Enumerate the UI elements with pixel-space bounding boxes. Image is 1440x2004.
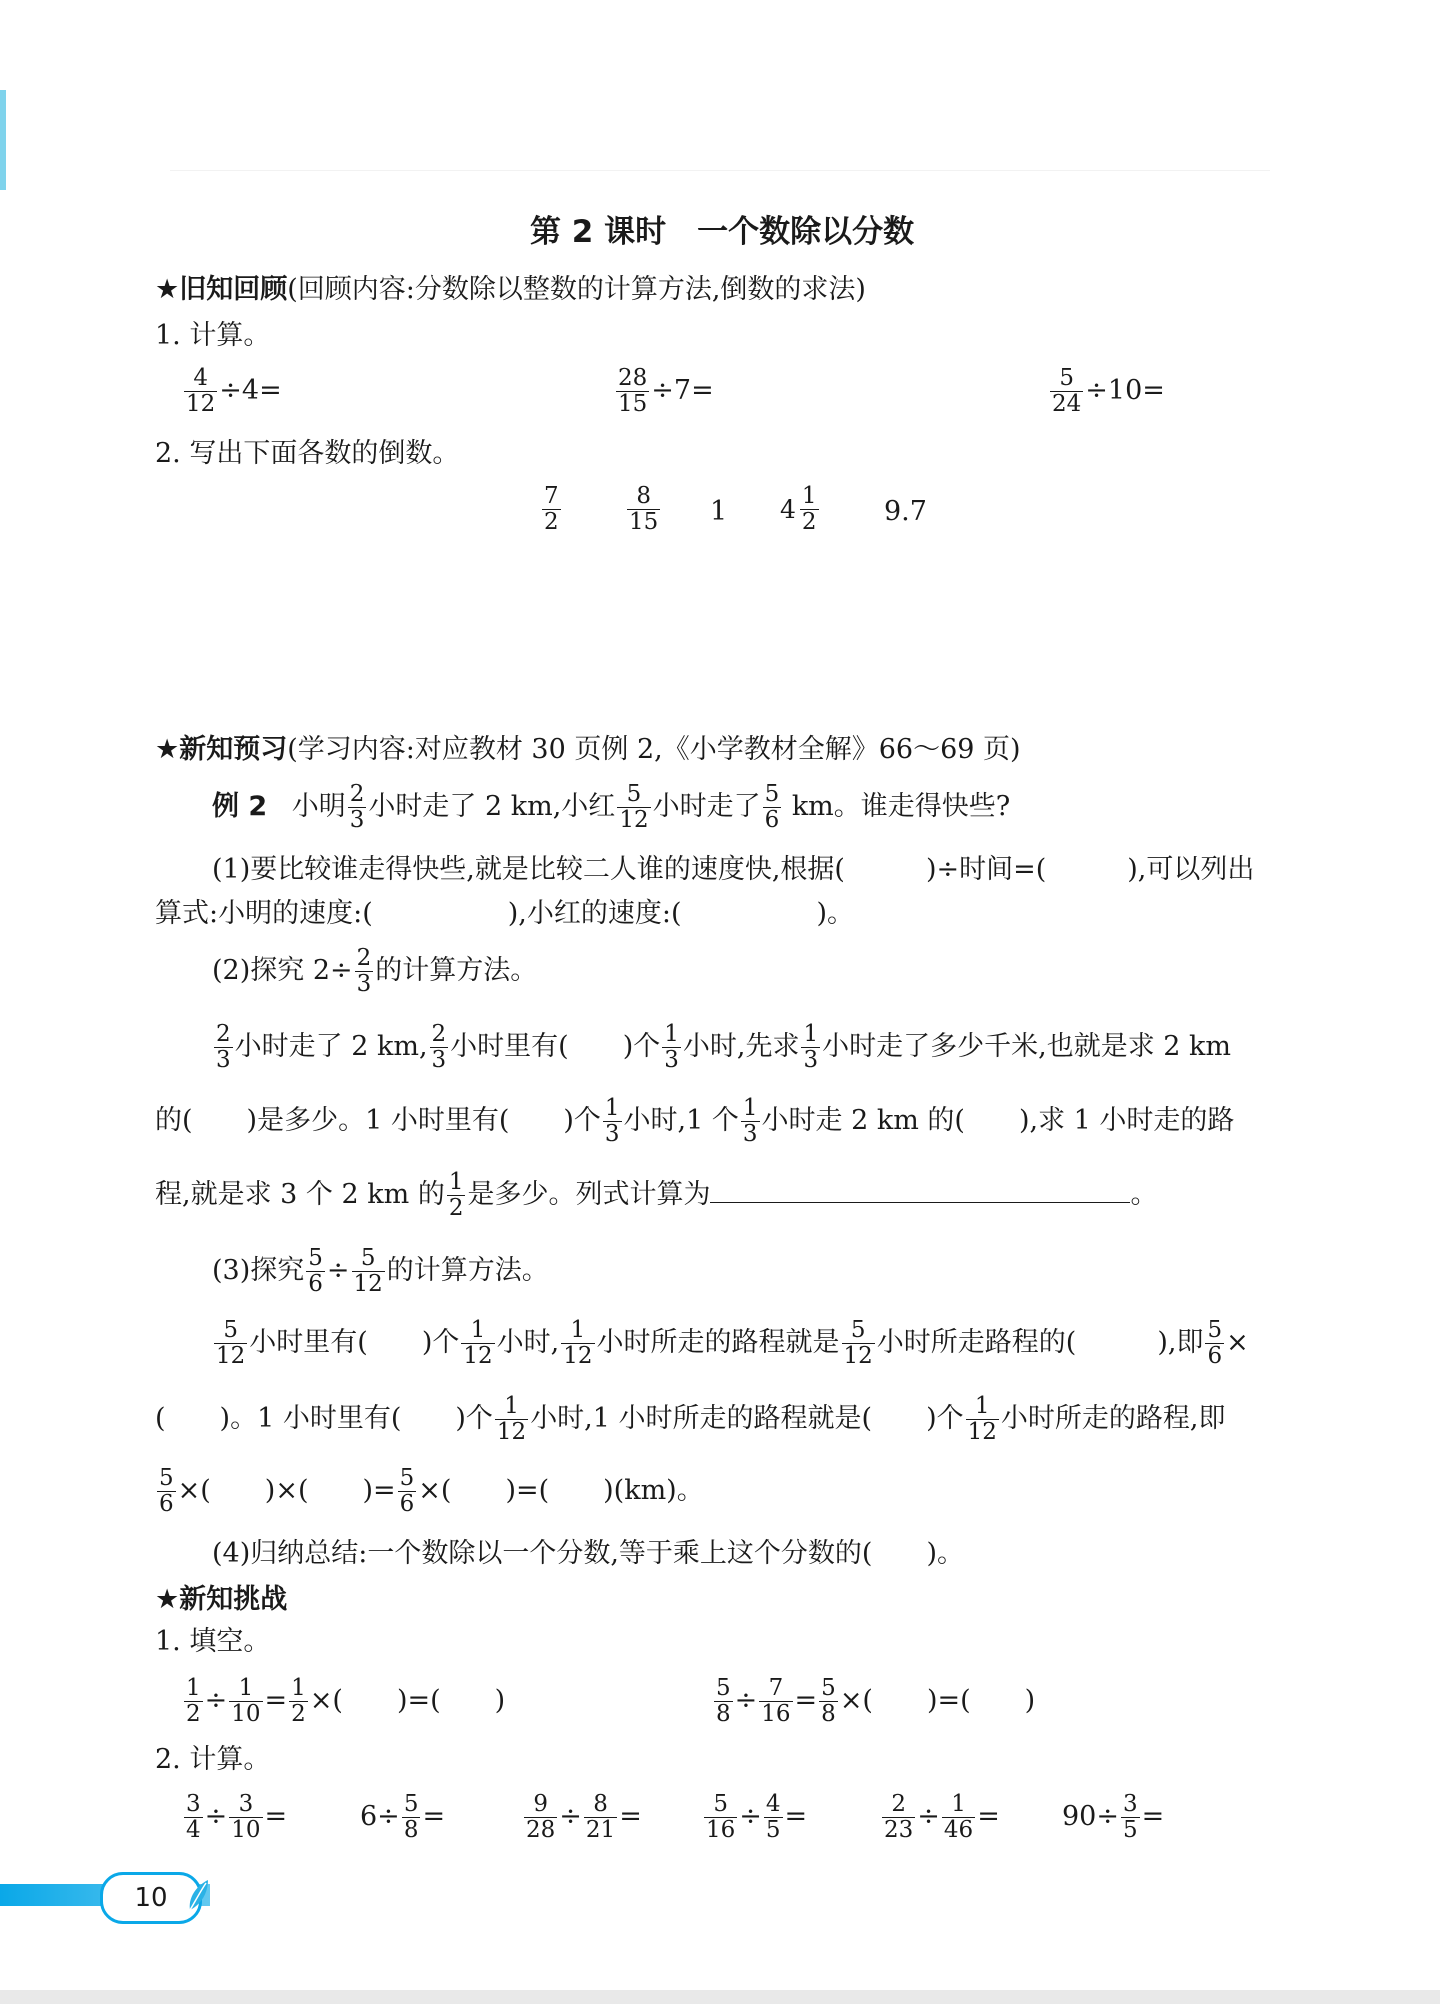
expr-rest: ÷10= [1085,375,1165,406]
review-q1-item-2 [614,366,714,417]
review-q2-label: 2. 写出下面各数的倒数。 [155,438,460,469]
fraction: $\frac{5}{24}$ [1052,365,1082,417]
calc-item-1: $\frac{3}{4}$ ÷ $\frac{3}{10}$ = [186,1791,288,1843]
reciprocal-item-5: 9.7 [884,496,927,527]
preview-header [155,732,1021,768]
challenge-heading: ★新知挑战 [155,1584,288,1615]
reciprocal-item-2: $\frac{8}{15}$ [629,483,659,535]
preview-note: (学习内容:对应教材 30 页例 2,《小学教材全解》66～69 页) [287,734,1021,765]
part2-heading: (2)探究 2÷ $\frac{2}{3}$ 的计算方法。 [212,945,538,997]
preview-heading: ★新知预习 [155,734,288,765]
part2-line2: 的( )是多少。1 小时里有( )个 $\frac{1}{3}$ 小时,1 个 $\frac{1}{3}$ 小时走 2 km 的( ),求 1 小时走的路 [155,1095,1235,1147]
reciprocal-item-3: 1 [710,496,728,527]
expr-rest: ÷4= [219,375,282,406]
part2-line1: $\frac{2}{3}$ 小时走了 2 km, $\frac{2}{3}$ 小时里有( )个 $\frac{1}{3}$ 小时,先求 $\frac{1}{3}$ 小时走了多少千米,也就是求 2 km [216,1021,1232,1073]
expr-rest: ÷7= [651,375,714,406]
page-number: 10 [100,1872,202,1924]
bottom-band [0,1990,1440,2004]
challenge-q1-label: 1. 填空。 [155,1626,271,1657]
calc-item-2: 6÷ $\frac{5}{8}$ = [360,1791,446,1843]
calc-item-4: $\frac{5}{16}$ ÷ $\frac{4}{5}$ = [706,1791,808,1843]
review-heading: ★旧知回顾 [155,274,288,305]
answer-blank[interactable] [710,1176,1130,1203]
page-title: 第 2 课时 一个数除以分数 [530,214,915,250]
reciprocal-item-1: $\frac{7}{2}$ [544,483,559,535]
fraction: $\frac{28}{15}$ [618,365,648,417]
calc-item-5: $\frac{2}{23}$ ÷ $\frac{1}{46}$ = [884,1791,1000,1843]
leaf-icon [186,1878,212,1914]
review-q1-item-3 [1048,366,1165,417]
calc-item-6: 90÷ $\frac{3}{5}$ = [1062,1791,1165,1843]
example-2: 例 2 小明 $\frac{2}{3}$ 小时走了 2 km,小红 $\frac{5}{12}$ 小时走了 $\frac{5}{6}$ km。谁走得快些? [212,781,1011,833]
fraction: $\frac{4}{12}$ [186,365,216,417]
part1-line2: 算式:小明的速度:( ),小红的速度:( )。 [155,898,855,929]
part3-line3: $\frac{5}{6}$ ×( )×( )= $\frac{5}{6}$ ×( )=( )(km)。 [159,1465,704,1517]
challenge-q1-item-1: $\frac{1}{2}$ ÷ $\frac{1}{10}$ = $\frac{1}{2}$ ×( )=( ) [186,1675,506,1727]
part3-heading: (3)探究 $\frac{5}{6}$ ÷ $\frac{5}{12}$ 的计算方法。 [212,1245,549,1297]
reciprocal-item-4: 4 $\frac{1}{2}$ [780,483,817,535]
review-q1-label: 1. 计算。 [155,320,271,351]
part3-line2: ( )。1 小时里有( )个 $\frac{1}{12}$ 小时,1 小时所走的路程就是( )个 $\frac{1}{12}$ 小时所走的路程,即 [155,1393,1226,1445]
calc-item-3: $\frac{9}{28}$ ÷ $\frac{8}{21}$ = [526,1791,642,1843]
challenge-q1-item-2: $\frac{5}{8}$ ÷ $\frac{7}{16}$ = $\frac{5}{8}$ ×( )=( ) [716,1675,1036,1727]
part2-line3: 程,就是求 3 个 2 km 的 $\frac{1}{2}$ 是多少。列式计算为 。 [155,1169,1158,1221]
review-q1-item-1 [182,366,282,417]
part1-line1: (1)要比较谁走得快些,就是比较二人谁的速度快,根据( )÷时间=( ),可以列出 [212,854,1255,885]
left-edge-mark [0,90,6,190]
review-note: (回顾内容:分数除以整数的计算方法,倒数的求法) [287,274,866,305]
part4-summary: (4)归纳总结:一个数除以一个分数,等于乘上这个分数的( )。 [212,1538,964,1569]
part3-line1: $\frac{5}{12}$ 小时里有( )个 $\frac{1}{12}$ 小时, $\frac{1}{12}$ 小时所走的路程就是 $\frac{5}{12}$ 小时所走路程的( ),即 $\frac{5}{6}$ × [216,1317,1249,1369]
top-rule [170,170,1270,171]
example-label: 例 2 [212,791,268,822]
challenge-q2-label: 2. 计算。 [155,1744,271,1775]
review-header [155,272,866,308]
